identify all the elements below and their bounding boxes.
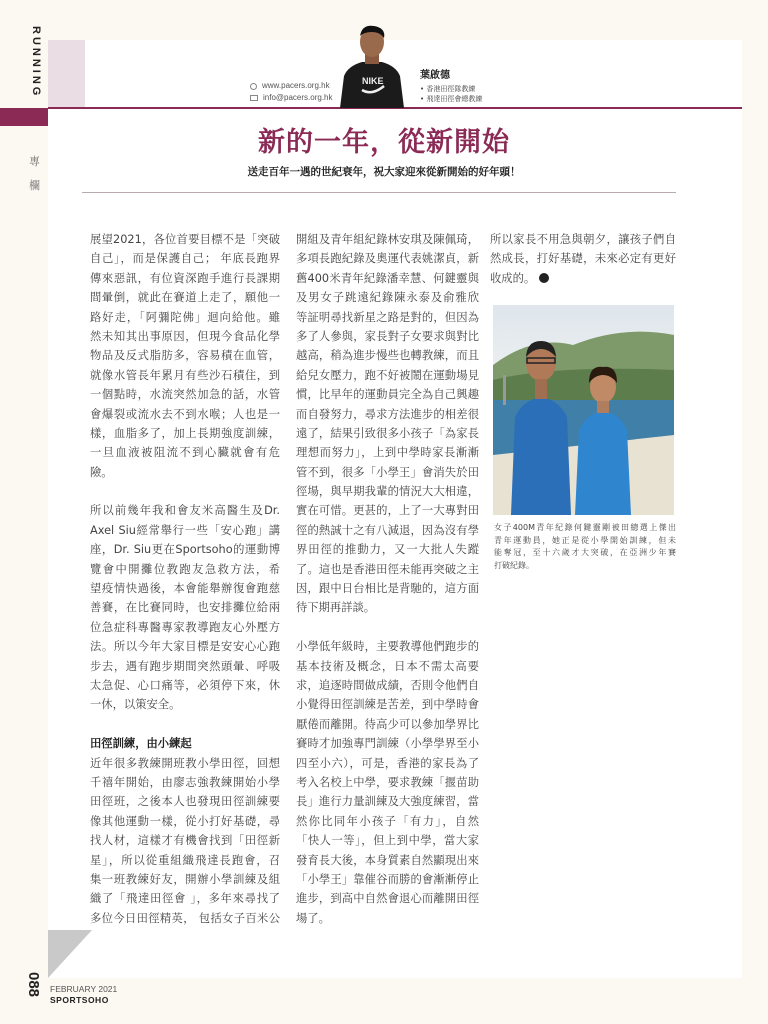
text-line <box>296 288 479 307</box>
text-line <box>90 560 280 579</box>
article-column-1 <box>90 230 280 947</box>
text-line <box>296 889 479 908</box>
article-title: 新的一年，從新開始 <box>258 127 510 158</box>
author-role: • 香港田徑隊教練 <box>420 85 476 93</box>
article-subtitle: 送走百年一遇的世紀衰年，祝大家迎來從新開始的好年頭！ <box>247 166 521 178</box>
text-line <box>296 637 479 656</box>
text-line-content: 一個點時，水流突然加急的話，水管 <box>90 388 280 402</box>
text-line-content: 然未知其出事原因，但現今食品化學 <box>90 329 280 343</box>
text-line <box>90 385 280 404</box>
text-line-content: 路好走，「阿彌陀佛」迴向給他。雖 <box>90 310 280 324</box>
text-line-content: 小學低年級時，主要教導他們跑步的 <box>296 640 479 654</box>
text-line-content: 及男女子跳遠紀錄陳永泰及俞雅欣 <box>296 291 479 305</box>
text-line-content: 等証明尋找新星之路是對的，但因為 <box>296 310 479 324</box>
text-line-content: 險。 <box>90 465 113 479</box>
paragraph <box>90 501 280 714</box>
section-heading: 田徑訓練，由小練起 <box>90 737 192 751</box>
author-info <box>420 66 482 104</box>
caption-line: 女子400M青年紀錄何鍵靈剛被田總選上傑出 <box>494 523 676 532</box>
text-line-content: 自己」，而是保護自己； 年底長跑界 <box>90 252 280 266</box>
website-link[interactable]: www.pacers.org.hk <box>262 81 330 90</box>
text-line-content: 然你比同年小孩子「有力」，自然 <box>296 814 479 828</box>
text-line <box>90 909 280 928</box>
mail-icon <box>250 95 258 101</box>
text-line <box>296 773 479 792</box>
text-line-content: 考入名校上中學，要求教練「揠苗助 <box>296 775 479 789</box>
text-line <box>296 792 479 811</box>
text-line-content: 實在可惜。更甚的，上了一大專對田 <box>296 504 479 518</box>
text-line-content: 厭倦而離開。待高少可以參加學界比 <box>296 717 479 731</box>
text-line-content: 會爆裂或流水去不到水喉；人也是一 <box>90 407 280 421</box>
page-number: 088 <box>25 972 42 998</box>
text-line <box>90 366 280 385</box>
text-line <box>296 560 479 579</box>
text-line <box>90 443 280 462</box>
text-line <box>90 424 280 443</box>
section-paragraph <box>90 734 280 928</box>
text-line <box>90 501 280 520</box>
text-line-content: 理想而努力」，上到中學時家長漸漸 <box>296 446 479 460</box>
text-line-content: 多項長跑紀錄及奧運代表姚潔貞，新 <box>296 252 479 266</box>
text-line-content: 織了「飛達田徑會 」，多年來尋找了 <box>90 892 280 906</box>
text-line-content: 徑的熱誠十之有八減退，因為沒有學 <box>296 523 479 537</box>
globe-icon <box>250 83 257 90</box>
text-line <box>90 851 280 870</box>
text-line <box>90 695 280 714</box>
text-line <box>296 327 479 346</box>
caption-line: 打破紀錄。 <box>494 560 534 570</box>
text-line <box>90 773 280 792</box>
author-role: • 飛達田徑會總教練 <box>420 95 483 103</box>
text-line <box>296 424 479 443</box>
text-line-content: 「快人一等」，但上到中學，當大家 <box>296 834 479 848</box>
svg-text:NIKE: NIKE <box>362 76 384 86</box>
text-line-content: 太急促、心口痛等，必須停下來，休 <box>90 678 280 692</box>
text-line <box>90 230 280 249</box>
text-line-content: 座，Dr. Siu更在Sportsoho的運動博 <box>90 543 280 557</box>
text-line-content: 長」進行力量訓練及大強度練習，當 <box>296 795 479 809</box>
text-line-content: 步去，遇有跑步期間突然頭暈、呼吸 <box>90 659 280 673</box>
text-line-content: 了。這也是香港田徑未能再突破之主 <box>296 562 479 576</box>
text-line-content: 慣，比早年的運動員完全為自己興趣 <box>296 388 479 402</box>
text-line <box>90 249 280 268</box>
text-line-content: 間暈倒，就此在賽道上走了，願他一 <box>90 291 280 305</box>
text-line <box>90 327 280 346</box>
text-line <box>90 463 280 482</box>
section-label: RUNNING <box>30 26 42 99</box>
article-column-3 <box>490 230 676 308</box>
text-line <box>90 308 280 327</box>
text-line <box>90 889 280 908</box>
text-line-content: 「小學王」靠催谷而勝的會漸漸停止 <box>296 872 479 886</box>
caption-line: 青年運動員，她正是從小學開始訓練，但未 <box>494 535 676 545</box>
text-line <box>296 598 479 617</box>
text-line-content: 望疫情快過後，本會能舉辦復會跑慈 <box>90 582 280 596</box>
photo-caption <box>494 522 676 572</box>
article-column-2 <box>296 230 479 947</box>
text-line-content: 舊400米青年紀錄潘幸慧、何鍵靈與 <box>296 271 479 285</box>
text-line-content: 基本技術及概念，日本不需太高要 <box>296 659 479 673</box>
text-line <box>90 540 280 559</box>
email-link[interactable]: info@pacers.org.hk <box>263 93 333 102</box>
text-line <box>296 308 479 327</box>
text-line-content: 就像水管長年累月有些沙石積住，到 <box>90 368 280 382</box>
text-line <box>490 269 676 288</box>
text-line-content: 多了人參與，家長對子女要求與對比 <box>296 329 479 343</box>
text-line-content: 多位今日田徑精英， 包括女子百米公 <box>90 911 280 925</box>
text-line-content: 場了。 <box>296 911 330 925</box>
text-line <box>90 405 280 424</box>
text-line-content: 而自發努力，尋求方法進步的相差很 <box>296 407 479 421</box>
text-line <box>90 346 280 365</box>
text-line-content: 給兒女壓力，跑不好被鬧在運動場見 <box>296 368 479 382</box>
text-line-content: 徑場，與早期我輩的情況大大相違， <box>296 485 479 499</box>
text-line <box>90 579 280 598</box>
end-mark-icon <box>539 273 549 283</box>
text-line <box>90 676 280 695</box>
page-corner-fold <box>48 930 92 978</box>
text-line-content: 覽會中開攤位教跑友急救方法，希 <box>90 562 280 576</box>
text-line-content: 展望2021，各位首要目標不是「突破 <box>90 233 280 246</box>
paragraph <box>296 230 479 618</box>
text-line <box>296 812 479 831</box>
text-line <box>90 754 280 773</box>
text-line-content: 所以前幾年我和會友米高醫生及Dr. <box>90 504 280 518</box>
column-label: 專欄 <box>29 155 40 192</box>
text-line-content: 發育長大後，本身質素自然顯現出來 <box>296 853 479 867</box>
text-line <box>296 695 479 714</box>
text-line-content: 樣，血脂多了，加上長期強度訓練， <box>90 426 280 440</box>
text-line-content: 物品及反式脂肪多，容易積在血管， <box>90 349 280 363</box>
paragraph <box>490 230 676 288</box>
text-line <box>296 482 479 501</box>
text-line <box>296 579 479 598</box>
caption-line: 能奪冠，至十六歲才大突破，在亞洲少年賽 <box>494 548 676 557</box>
text-line-content: 賽時才加強專門訓練（小學學界至小 <box>296 737 479 751</box>
article-photo <box>493 305 674 515</box>
text-line <box>90 521 280 540</box>
title-divider <box>82 192 676 193</box>
text-line <box>296 501 479 520</box>
text-line-content: 遠了，結果引致很多小孩子「為家長 <box>296 426 479 440</box>
text-line-content: 一休，以策安全。 <box>90 698 181 712</box>
text-line-content: 界田徑的推動力，又一大批人失蹤 <box>296 543 479 557</box>
author-name: 葉啟德 <box>420 70 450 81</box>
text-line <box>296 521 479 540</box>
text-line-content: 找人材，這樣才有機會找到「田徑新 <box>90 834 280 848</box>
text-line <box>90 269 280 288</box>
text-line <box>90 792 280 811</box>
text-line-content: 越高，稍為進步慢些也轉教練，而且 <box>296 349 479 363</box>
text-line <box>90 831 280 850</box>
text-line <box>296 851 479 870</box>
text-line-content: 集一班教練好友，開辦小學訓練及組 <box>90 872 280 886</box>
text-line <box>296 657 479 676</box>
issue-date: FEBRUARY 2021 <box>50 984 118 994</box>
text-line-content: 四至小六），可是，香港的家長為了 <box>296 756 479 770</box>
text-line <box>296 366 479 385</box>
text-line-content: 近年很多教練開班教小學田徑，回想 <box>90 756 280 770</box>
text-line-content: 千禧年開始，由廖志強教練開始小學 <box>90 775 280 789</box>
text-line-content: 所以家長不用急與朝夕，讓孩子們自 <box>490 233 676 246</box>
text-line-content: Axel Siu經常舉行一些「安心跑」講 <box>90 523 280 537</box>
text-line <box>296 249 479 268</box>
paragraph <box>90 230 280 482</box>
text-line <box>296 831 479 850</box>
header-accent-square <box>48 40 85 108</box>
text-line <box>296 443 479 462</box>
author-portrait <box>336 24 408 108</box>
text-line <box>296 230 479 249</box>
text-line <box>90 598 280 617</box>
magazine-name: SPORTSOHO <box>50 995 109 1005</box>
text-line <box>490 230 676 249</box>
text-line-content: 像其他運動一樣，從小打好基礎，尋 <box>90 814 280 828</box>
text-line <box>490 249 676 268</box>
text-line <box>90 812 280 831</box>
text-line <box>296 734 479 753</box>
text-line-content: 收成的。 <box>490 271 536 285</box>
text-line-content: 待下期再詳談。 <box>296 601 376 615</box>
text-line-content: 一旦血液被阻流不到心臟就會有危 <box>90 446 280 460</box>
text-line-content: 開組及青年組紀錄林安琪及陳佩琦， <box>296 233 479 246</box>
text-line <box>296 870 479 889</box>
text-line-content: 小覺得田徑訓練是苦差，到中學時會 <box>296 698 479 712</box>
text-line-content: 星」，所以從重組織飛達長跑會，召 <box>90 853 280 867</box>
text-line <box>296 715 479 734</box>
text-line-content: 法。所以今年大家目標是安安心心跑 <box>90 640 280 654</box>
text-line <box>296 754 479 773</box>
text-line <box>296 405 479 424</box>
text-line-content: 善賽，在比賽同時，也安排攤位給兩 <box>90 601 280 615</box>
text-line <box>90 657 280 676</box>
text-line-content: 因，跟中日台相比是背馳的，這方面 <box>296 582 479 596</box>
paragraph <box>296 637 479 928</box>
text-line-content: 進步，到高中自然會退心而離開田徑 <box>296 892 479 906</box>
text-line <box>296 540 479 559</box>
text-line <box>296 346 479 365</box>
text-line <box>296 676 479 695</box>
text-line <box>90 618 280 637</box>
text-line <box>296 909 479 928</box>
text-line-content: 傳來惡訊，有位資深跑手進行長課期 <box>90 271 280 285</box>
author-contact <box>250 80 333 104</box>
text-line <box>90 637 280 656</box>
text-line-content: 求，追逐時間做成績，否則令他們自 <box>296 678 479 692</box>
text-line <box>296 269 479 288</box>
text-line <box>90 870 280 889</box>
text-line <box>90 288 280 307</box>
text-line-content: 管不到，很多「小學王」會消失於田 <box>296 465 479 479</box>
text-line-content: 然成長，打好基礎，未來必定有更好 <box>490 252 676 266</box>
text-line <box>296 385 479 404</box>
text-line <box>296 463 479 482</box>
text-line-content: 位急症科專醫專家教導跑友心外壓方 <box>90 620 280 634</box>
text-line-content: 田徑班，之後本人也發現田徑訓練要 <box>90 795 280 809</box>
